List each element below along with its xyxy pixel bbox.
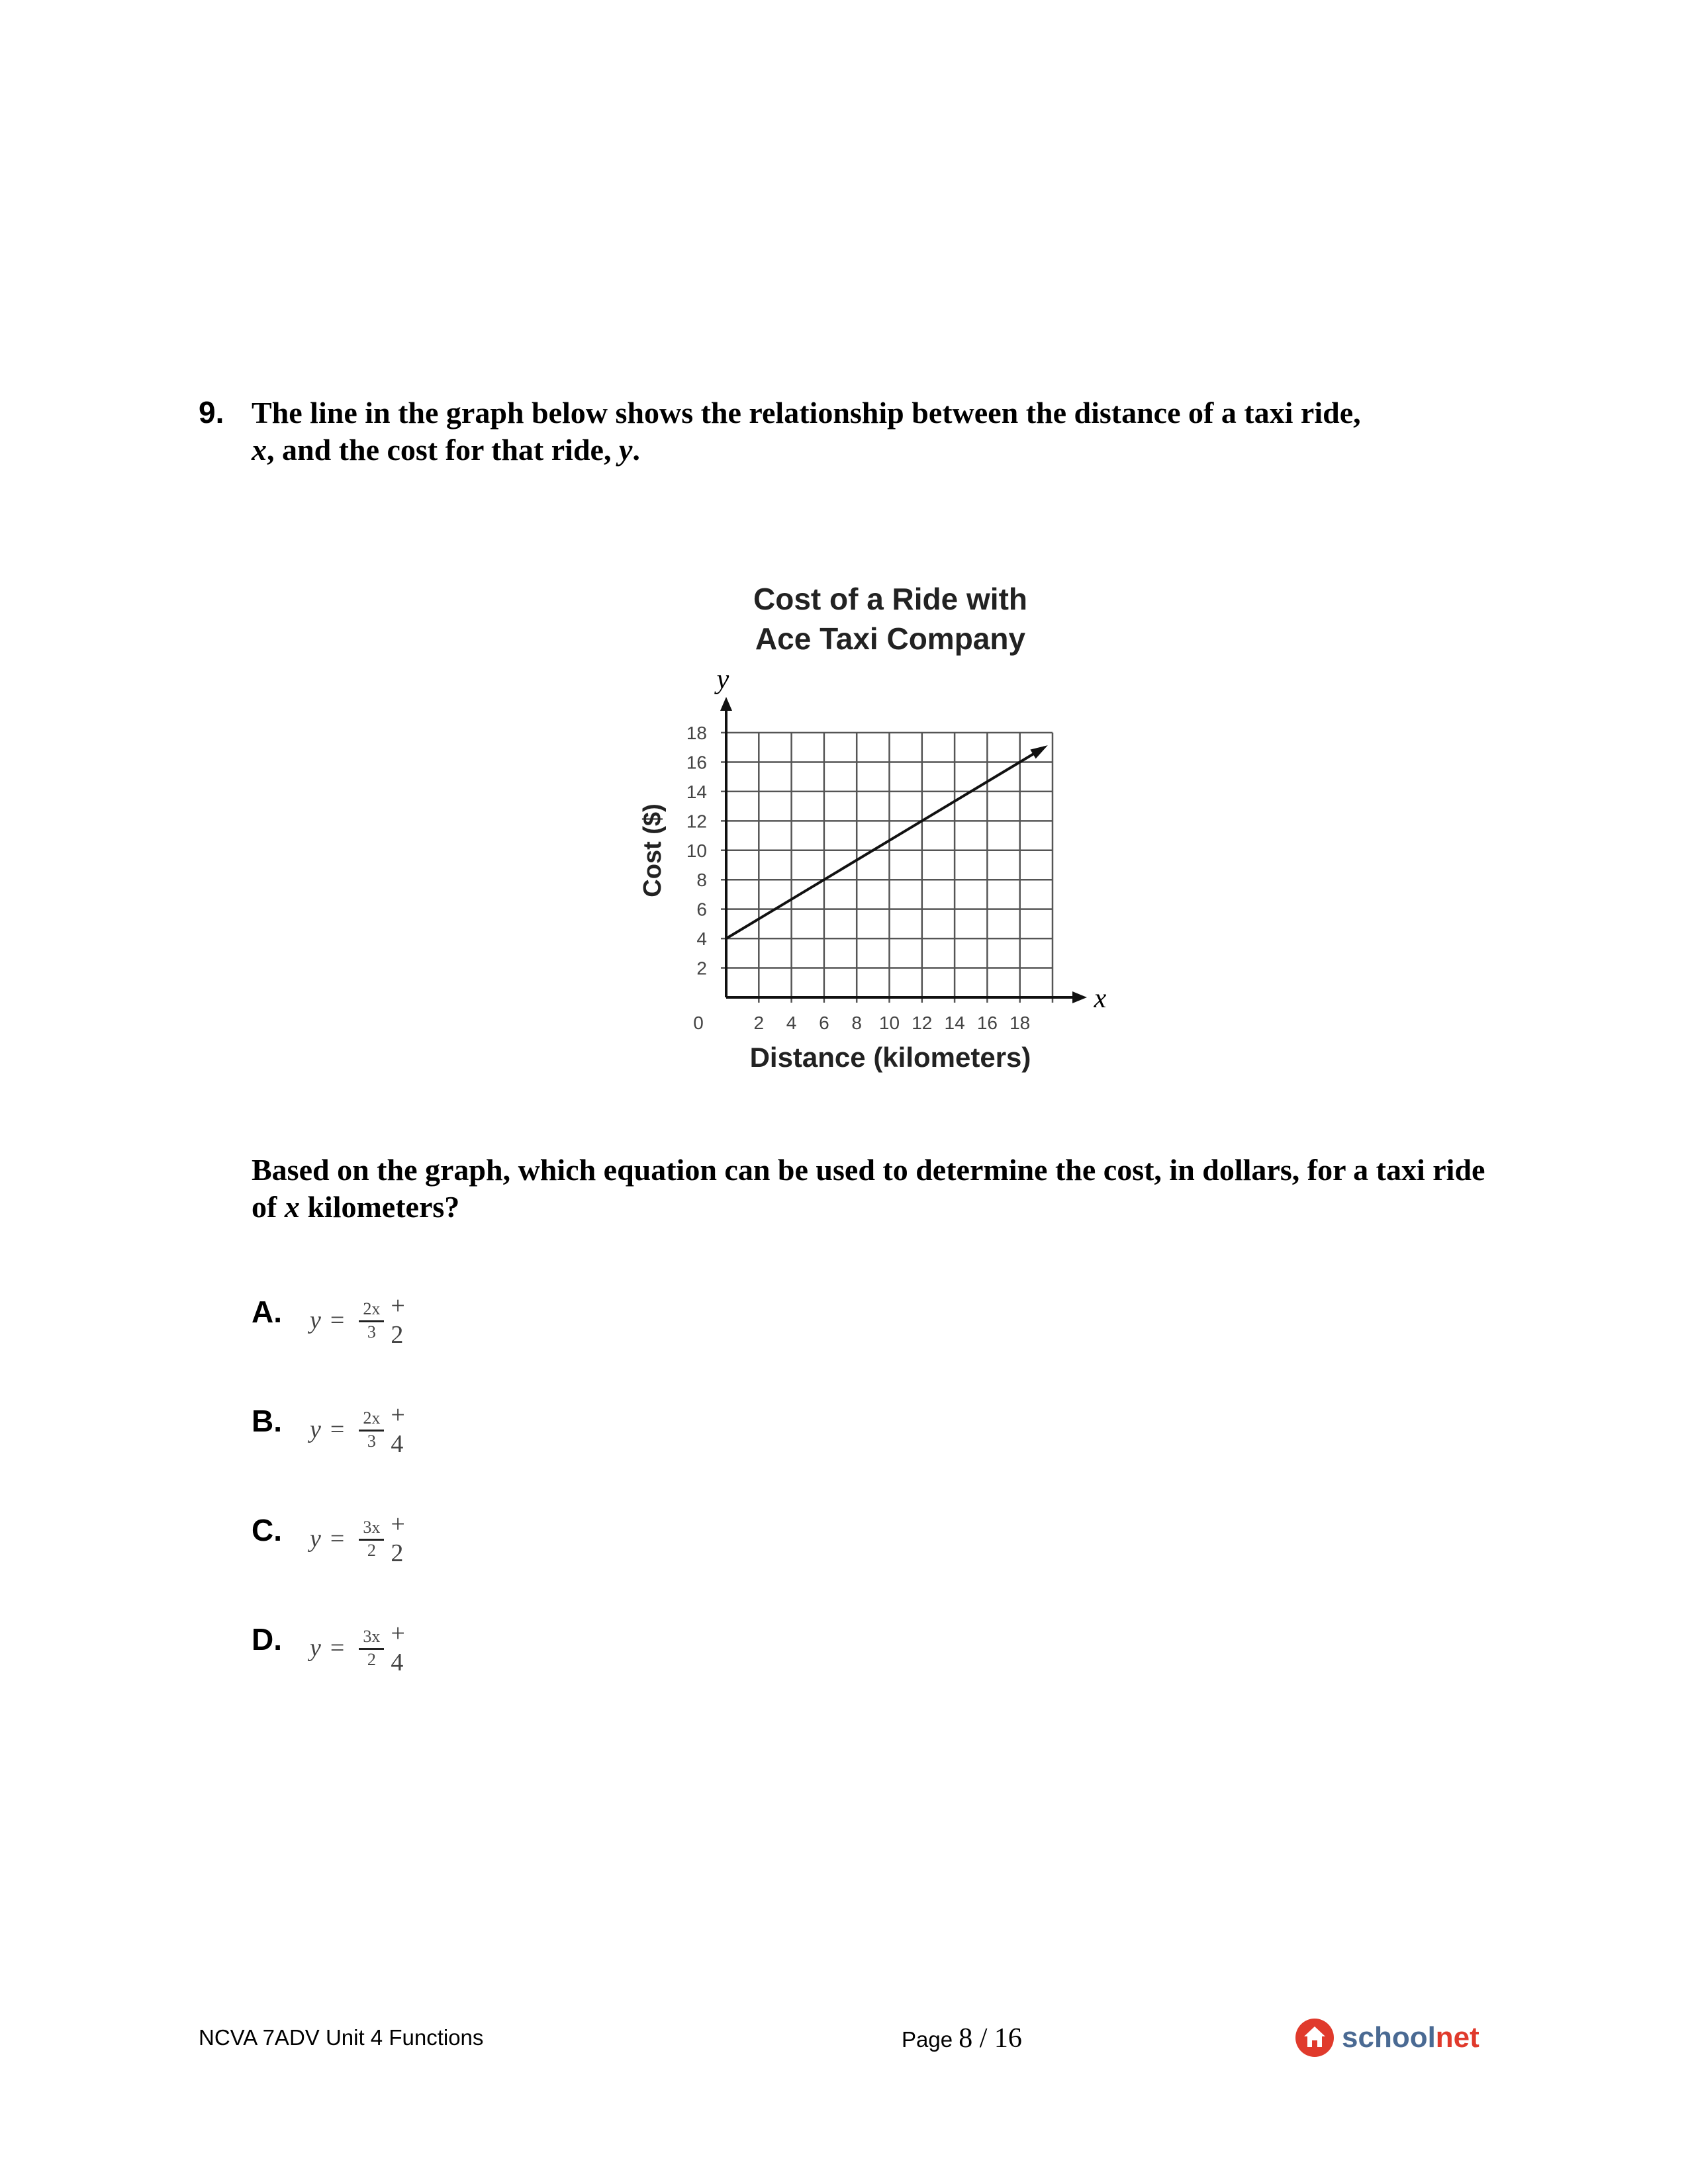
x-axis-symbol: x bbox=[1094, 983, 1107, 1014]
x-tick-label: 18 bbox=[1009, 1013, 1031, 1033]
series-arrow-icon bbox=[1030, 745, 1047, 758]
y-tick-label: 4 bbox=[696, 929, 707, 950]
x-axis-arrow-icon bbox=[1072, 991, 1087, 1003]
y-tick-label: 18 bbox=[686, 723, 707, 743]
x-tick-label: 10 bbox=[878, 1013, 900, 1033]
chart-title-line1: Cost of a Ride with bbox=[753, 582, 1027, 616]
option-equation: y = $\frac{2x}{3}$ + 2 bbox=[310, 1292, 405, 1349]
y-tick-label: 2 bbox=[696, 958, 707, 979]
y-tick-label: 16 bbox=[686, 752, 707, 773]
option-letter: A. bbox=[252, 1295, 282, 1329]
x-tick-label: 2 bbox=[753, 1013, 765, 1033]
origin-label: 0 bbox=[693, 1013, 704, 1033]
y-tick-label: 14 bbox=[686, 781, 707, 802]
y-axis-arrow-icon bbox=[720, 697, 732, 711]
option-letter: D. bbox=[252, 1622, 282, 1657]
option-equation: y = $\frac{3x}{2}$ + 4 bbox=[310, 1619, 405, 1676]
chart-title-line2: Ace Taxi Company bbox=[755, 621, 1026, 656]
fraction: $\frac{3x}{2}$ bbox=[359, 1627, 384, 1670]
question-prompt: Based on the graph, which equation can be used to determine the cost, in dollars, for a taxi ride of x kilometers? bbox=[252, 1153, 1485, 1224]
x-tick-label: 4 bbox=[786, 1013, 797, 1033]
footer-course-title: NCVA 7ADV Unit 4 Functions bbox=[199, 2025, 484, 2050]
page-indicator: Page 8 / 16 bbox=[902, 2023, 1022, 2054]
fraction: $\frac{2x}{3}$ bbox=[359, 1408, 384, 1451]
option-equation: y = $\frac{3x}{2}$ + 2 bbox=[310, 1510, 405, 1567]
x-tick-label: 14 bbox=[944, 1013, 965, 1033]
question-text: The line in the graph below shows the relationship between the distance of a taxi ride, x, and the cost for that ride, y. bbox=[252, 396, 1361, 467]
question-number: 9. bbox=[199, 395, 224, 430]
option-letter: C. bbox=[252, 1513, 282, 1547]
y-axis-label: Cost ($) bbox=[639, 803, 667, 897]
option-equation: y = $\frac{2x}{3}$ + 4 bbox=[310, 1401, 405, 1458]
x-tick-label: 8 bbox=[851, 1013, 862, 1033]
x-tick-label: 12 bbox=[912, 1013, 933, 1033]
y-tick-label: 8 bbox=[696, 870, 707, 891]
y-axis-symbol: y bbox=[716, 664, 729, 695]
schoolnet-house-icon bbox=[1294, 2017, 1335, 2058]
schoolnet-logo: schoolnet bbox=[1294, 2017, 1479, 2058]
fraction: $\frac{2x}{3}$ bbox=[359, 1299, 384, 1342]
y-tick-label: 10 bbox=[686, 840, 707, 861]
y-tick-label: 6 bbox=[696, 899, 707, 920]
taxi-cost-chart bbox=[609, 563, 1125, 1132]
x-tick-label: 6 bbox=[819, 1013, 829, 1033]
y-tick-label: 12 bbox=[686, 811, 707, 832]
tick-labels bbox=[686, 723, 1030, 1033]
option-letter: B. bbox=[252, 1404, 282, 1438]
fraction: $\frac{3x}{2}$ bbox=[359, 1518, 384, 1561]
x-axis-label: Distance (kilometers) bbox=[749, 1042, 1031, 1073]
x-tick-label: 16 bbox=[976, 1013, 998, 1033]
